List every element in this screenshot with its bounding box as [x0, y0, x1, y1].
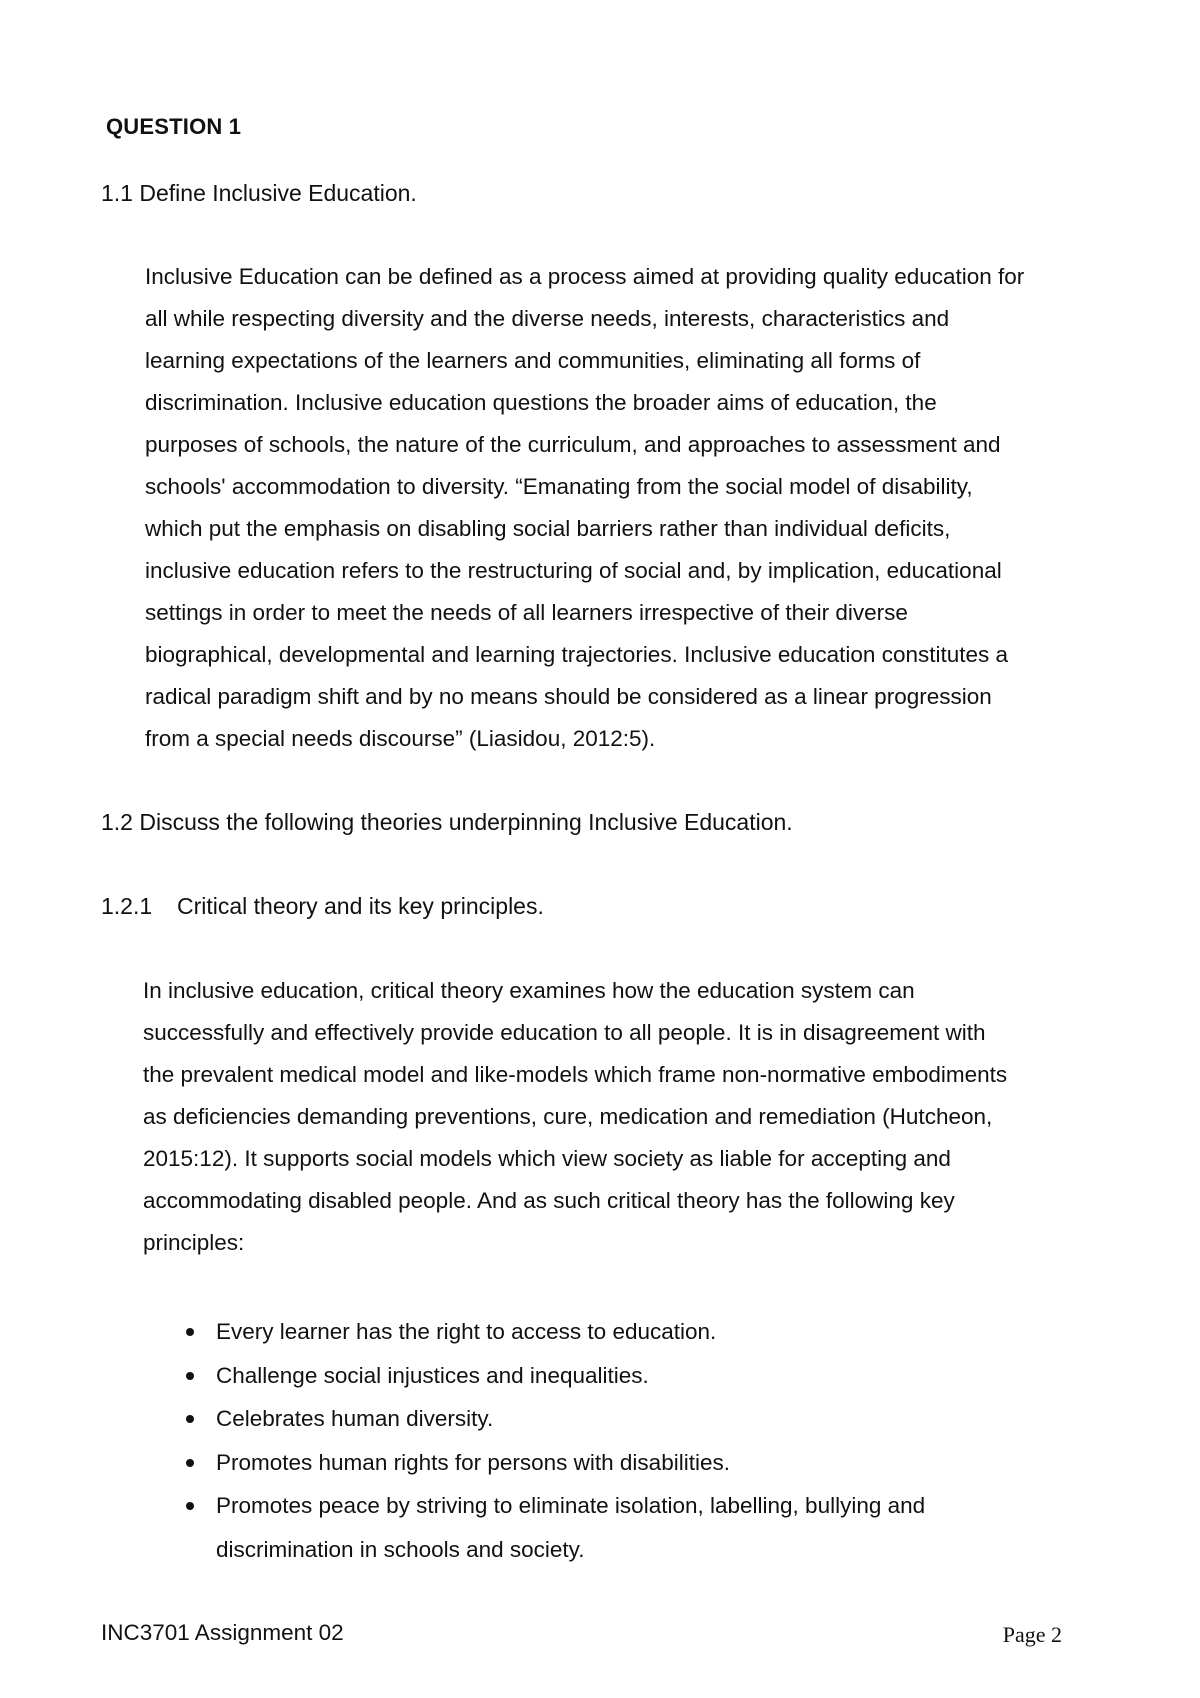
paragraph-line: principles:: [143, 1230, 245, 1255]
paragraph-line: which put the emphasis on disabling social barriers rather than individual deficits,: [145, 516, 951, 541]
list-item: [180, 1397, 1080, 1441]
section-1-2-title: Discuss the following theories underpinning Inclusive Education.: [139, 809, 793, 835]
list-item-text: Promotes peace by striving to eliminate isolation, labelling, bullying and: [216, 1493, 926, 1518]
footer-page-number: Page 2: [1002, 1622, 1062, 1647]
question-heading: QUESTION 1: [106, 114, 242, 139]
paragraph-line: biographical, developmental and learning trajectories. Inclusive education constitutes a: [145, 642, 1009, 667]
paragraph-line: from a special needs discourse” (Liasidou, 2012:5).: [145, 726, 656, 751]
section-1-1-title: Define Inclusive Education.: [139, 180, 417, 206]
paragraph-line: radical paradigm shift and by no means should be considered as a linear progression: [145, 684, 992, 709]
paragraph-line: all while respecting diversity and the diverse needs, interests, characteristics and: [145, 306, 950, 331]
paragraph-line: Inclusive Education can be defined as a process aimed at providing quality education for: [145, 264, 1025, 289]
section-1-2-1-number: 1.2.1: [101, 893, 153, 919]
section-1-2-1-heading: [101, 893, 544, 920]
paragraph-line: the prevalent medical model and like-models which frame non-normative embodiments: [143, 1062, 1008, 1087]
list-item-text: Promotes human rights for persons with disabilities.: [216, 1449, 730, 1475]
list-item: [180, 1354, 1080, 1398]
section-1-1-heading: [101, 180, 417, 207]
section-1-1-paragraph: [145, 256, 1105, 760]
paragraph-line: In inclusive education, critical theory examines how the education system can: [143, 978, 915, 1003]
section-1-2-1-paragraph: [143, 970, 1103, 1264]
section-1-2-1-title: Critical theory and its key principles.: [177, 893, 544, 919]
bullet-icon: [186, 1459, 194, 1467]
section-1-2-number: 1.2: [101, 809, 133, 835]
list-item-text: discrimination in schools and society.: [216, 1536, 585, 1562]
list-item: [180, 1484, 1080, 1571]
list-item: [180, 1441, 1080, 1485]
list-item: [180, 1310, 1080, 1354]
paragraph-line: inclusive education refers to the restructuring of social and, by implication, educational: [145, 558, 1002, 583]
paragraph-line: successfully and effectively provide education to all people. It is in disagreement with: [143, 1020, 986, 1045]
bullet-icon: [186, 1502, 194, 1510]
list-item-text: Celebrates human diversity.: [216, 1406, 494, 1431]
bullet-icon: [186, 1328, 194, 1336]
section-1-1-number: 1.1: [101, 180, 133, 206]
paragraph-line: 2015:12). It supports social models which view society as liable for accepting and: [143, 1146, 951, 1171]
bullet-icon: [186, 1415, 194, 1423]
list-item-text: Challenge social injustices and inequalities.: [216, 1362, 649, 1388]
paragraph-line: as deficiencies demanding preventions, cure, medication and remediation (Hutcheon,: [143, 1104, 993, 1129]
paragraph-line: schools' accommodation to diversity. “Emanating from the social model of disability,: [145, 474, 973, 499]
section-1-2-heading: [101, 809, 793, 836]
paragraph-line: learning expectations of the learners and communities, eliminating all forms of: [145, 348, 921, 373]
list-item-text: Every learner has the right to access to education.: [216, 1319, 717, 1344]
paragraph-line: purposes of schools, the nature of the curriculum, and approaches to assessment and: [145, 432, 1001, 457]
key-principles-list: [180, 1310, 1080, 1571]
paragraph-line: discrimination. Inclusive education questions the broader aims of education, the: [145, 390, 937, 415]
footer-assignment-label: INC3701 Assignment 02: [101, 1620, 344, 1645]
paragraph-line: accommodating disabled people. And as such critical theory has the following key: [143, 1188, 955, 1213]
bullet-icon: [186, 1372, 194, 1380]
paragraph-line: settings in order to meet the needs of all learners irrespective of their diverse: [145, 600, 908, 625]
